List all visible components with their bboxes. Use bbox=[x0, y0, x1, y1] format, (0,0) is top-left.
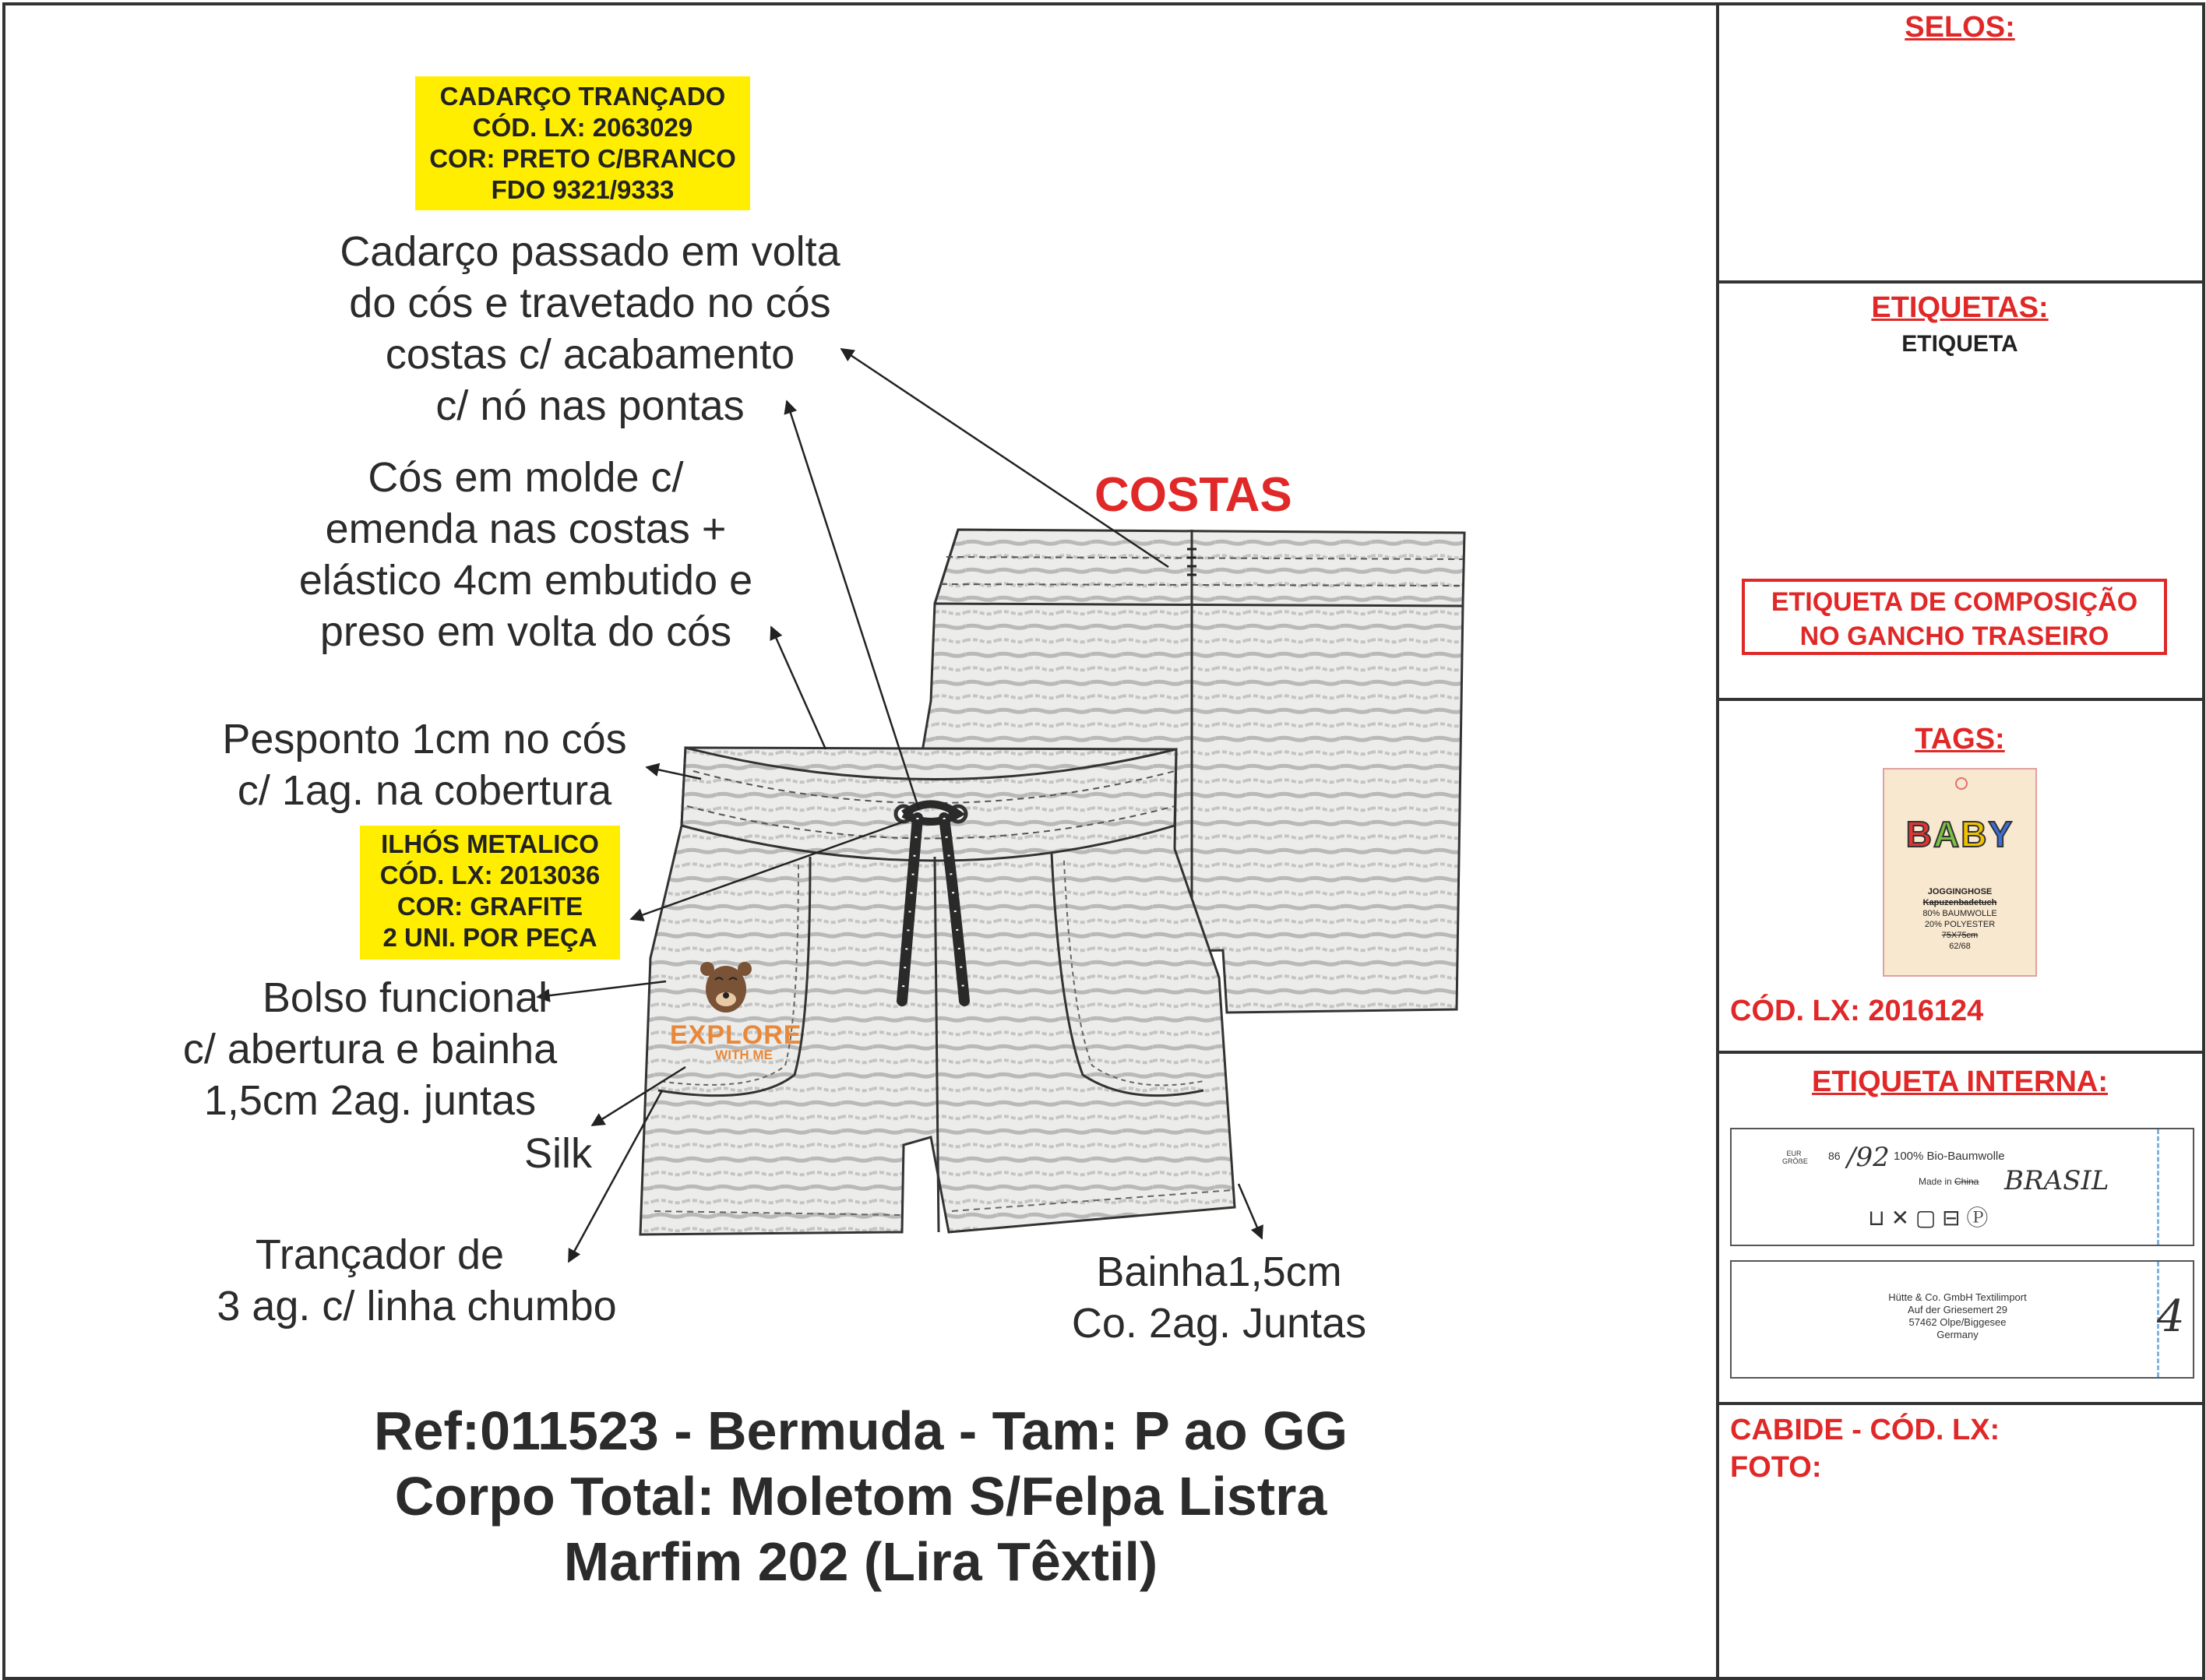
annotation-line: preso em volta do cós bbox=[319, 608, 732, 655]
address-line: Germany bbox=[1936, 1329, 1979, 1340]
tag-hole-icon bbox=[1955, 777, 1968, 790]
title-line: Marfim 202 (Lira Têxtil) bbox=[563, 1531, 1158, 1592]
section-divider-3 bbox=[1718, 1051, 2202, 1054]
annotation-line: 3 ag. c/ linha chumbo bbox=[217, 1283, 617, 1330]
address-line: Hütte & Co. GmbH Textilimport bbox=[1888, 1291, 2027, 1303]
sidebar-divider bbox=[1716, 2, 1719, 1677]
annotation-line: c/ 1ag. na cobertura bbox=[237, 767, 612, 814]
front-shorts bbox=[640, 748, 1235, 1234]
etiqueta-interna-heading: ETIQUETA INTERNA: bbox=[1812, 1065, 2108, 1098]
etiqueta-text: ETIQUETA bbox=[1901, 331, 2018, 357]
internal-label-1 bbox=[1730, 1128, 2194, 1246]
section-divider-1 bbox=[1718, 280, 2202, 284]
ilhos-line: 2 UNI. POR PEÇA bbox=[382, 923, 597, 952]
tag-brand-letter: B bbox=[1905, 814, 1934, 854]
label-size-header: EUR GRÖẞE bbox=[1782, 1150, 1808, 1165]
cadarco-spec-box bbox=[415, 76, 750, 210]
cadarco-line: FDO 9321/9333 bbox=[491, 175, 675, 204]
cadarco-line: COR: PRETO C/BRANCO bbox=[429, 144, 736, 173]
label-composition: 100% Bio-Baumwolle bbox=[1894, 1150, 2005, 1163]
label-dashed-line bbox=[2157, 1129, 2159, 1245]
cadarco-line: CADARÇO TRANÇADO bbox=[439, 82, 726, 111]
address-line: Auf der Griesemert 29 bbox=[1908, 1304, 2007, 1315]
cadarco-description bbox=[296, 226, 884, 431]
composition-line: ETIQUETA DE COMPOSIÇÃO bbox=[1771, 587, 2138, 617]
tag-line: Kapuzenbadetuch bbox=[1922, 898, 1997, 907]
ilhos-line: ILHÓS METALICO bbox=[381, 829, 599, 858]
section-divider-4 bbox=[1718, 1402, 2202, 1405]
tag-line: 80% BAUMWOLLE bbox=[1922, 909, 1997, 918]
composition-line: NO GANCHO TRASEIRO bbox=[1799, 622, 2109, 651]
ilhos-line: CÓD. LX: 2013036 bbox=[379, 861, 601, 889]
cadarco-line: CÓD. LX: 2063029 bbox=[472, 113, 693, 142]
annotation-line: Cós em molde c/ bbox=[368, 454, 684, 501]
print-line-2: WITH ME bbox=[715, 1048, 773, 1062]
title-line: Ref:011523 - Bermuda - Tam: P ao GG bbox=[373, 1400, 1348, 1461]
label-address bbox=[1841, 1291, 2074, 1341]
label-made-in-struck: China bbox=[1954, 1176, 1979, 1187]
silk-label: Silk bbox=[523, 1130, 592, 1177]
selos-heading: SELOS: bbox=[1905, 11, 2015, 44]
tag-line: JOGGINGHOSE bbox=[1927, 887, 1993, 896]
annotation-line: Bolso funcional bbox=[262, 974, 548, 1021]
tag-brand bbox=[1884, 813, 2035, 855]
annotation-line: Co. 2ag. Juntas bbox=[1071, 1300, 1367, 1347]
trancador-description bbox=[183, 1229, 650, 1332]
annotation-line: Trançador de bbox=[255, 1231, 505, 1278]
annotation-line: 1,5cm 2ag. juntas bbox=[203, 1077, 537, 1124]
etiquetas-heading: ETIQUETAS: bbox=[1871, 291, 2049, 324]
tag-brand-letter: B bbox=[1961, 814, 1989, 854]
hang-tag bbox=[1883, 768, 2037, 977]
ilhos-spec-box bbox=[360, 826, 620, 960]
label-number: 4 bbox=[2157, 1291, 2185, 1342]
composition-label-box bbox=[1742, 579, 2167, 655]
explore-print bbox=[670, 1020, 802, 1062]
label-brasil: BRASIL bbox=[2004, 1165, 2109, 1196]
internal-label-2 bbox=[1730, 1260, 2194, 1379]
tag-code: CÓD. LX: 2016124 bbox=[1730, 995, 1984, 1027]
print-line-1: EXPLORE bbox=[670, 1020, 802, 1050]
tags-heading: TAGS: bbox=[1915, 723, 2005, 755]
bolso-description bbox=[152, 972, 588, 1126]
tag-text bbox=[1884, 886, 2035, 952]
ilhos-line: COR: GRAFITE bbox=[396, 892, 583, 921]
label-made-in: Made in bbox=[1919, 1176, 1952, 1187]
annotation-line: c/ nó nas pontas bbox=[435, 382, 745, 429]
bainha-description bbox=[1028, 1246, 1410, 1349]
tag-line: 62/68 bbox=[1949, 942, 1971, 951]
annotation-line: Bainha1,5cm bbox=[1096, 1249, 1342, 1295]
annotation-line: do cós e travetado no cós bbox=[349, 280, 831, 326]
title-line: Corpo Total: Moletom S/Felpa Listra bbox=[394, 1466, 1327, 1527]
annotation-line: Pesponto 1cm no cós bbox=[222, 716, 627, 763]
foto-label: FOTO: bbox=[1730, 1451, 1822, 1484]
annotation-line: costas c/ acabamento bbox=[385, 331, 795, 378]
annotation-line: emenda nas costas + bbox=[325, 505, 727, 552]
address-line: 57462 Olpe/Biggesee bbox=[1908, 1316, 2007, 1328]
tag-line: 20% POLYESTER bbox=[1924, 920, 1996, 929]
annotation-line: elástico 4cm embutido e bbox=[298, 557, 753, 604]
tag-brand-letter: A bbox=[1933, 814, 1961, 854]
tag-line: 75X75cm bbox=[1941, 931, 1979, 940]
cos-description bbox=[265, 452, 787, 657]
pesponto-description bbox=[199, 713, 650, 816]
section-divider-2 bbox=[1718, 698, 2202, 701]
annotation-line: c/ abertura e bainha bbox=[182, 1026, 558, 1072]
tag-brand-letter: Y bbox=[1988, 814, 2014, 854]
cabide-label: CABIDE - CÓD. LX: bbox=[1730, 1414, 2000, 1446]
annotation-line: Cadarço passado em volta bbox=[340, 228, 840, 275]
product-title bbox=[257, 1398, 1464, 1594]
care-symbols-icon: ⊔ ✕ ▢ ⊟ Ⓟ bbox=[1868, 1206, 1989, 1230]
label-size-92: /92 bbox=[1847, 1142, 1890, 1173]
label-size-86: 86 bbox=[1828, 1150, 1841, 1162]
costas-label: COSTAS bbox=[1094, 468, 1292, 522]
